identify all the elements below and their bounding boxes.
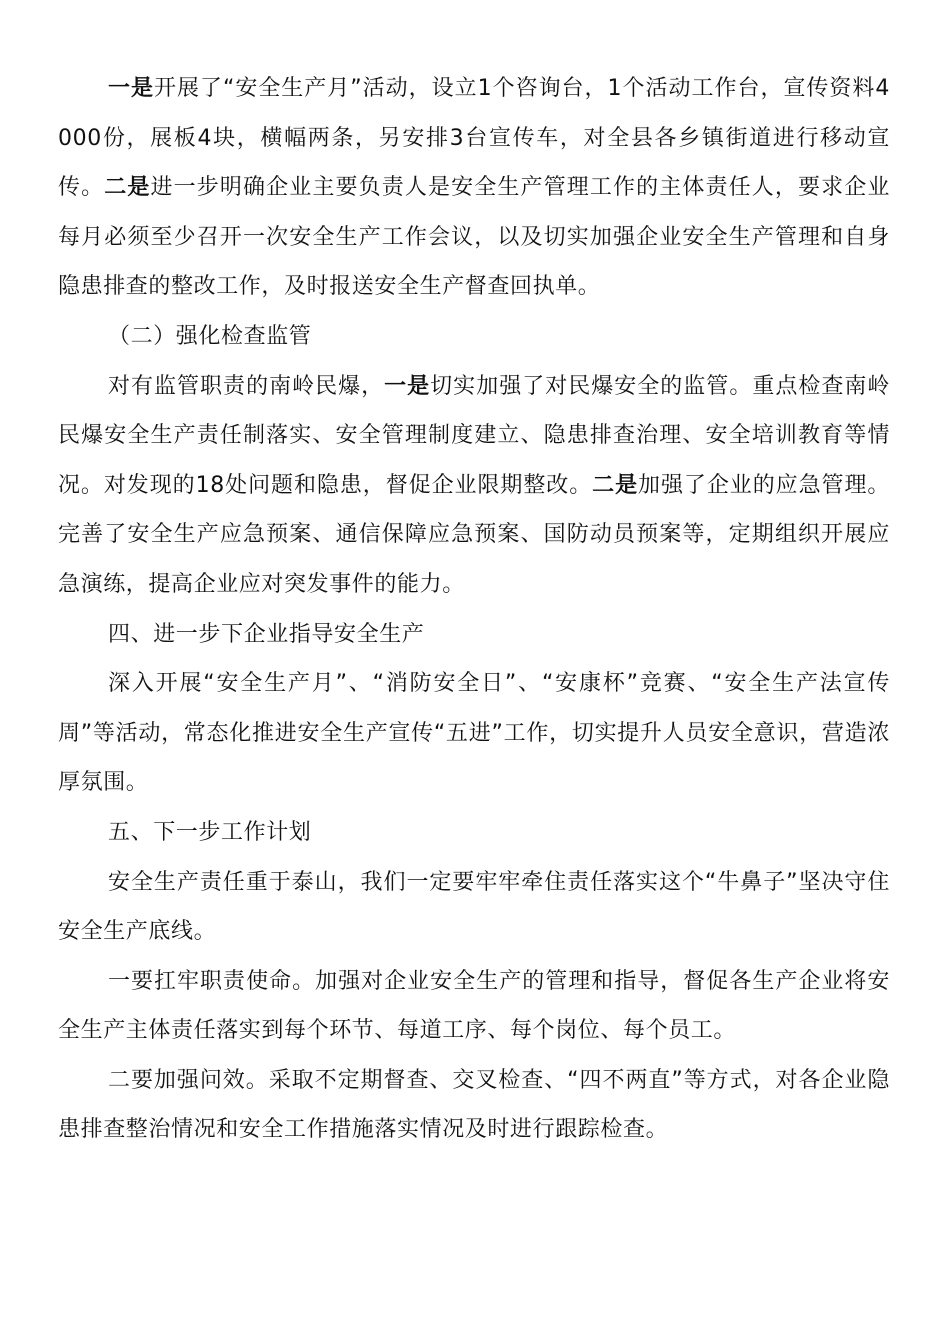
bold-marker-first: 一是 [384, 373, 431, 399]
paragraph-plan-item-1: 一要扛牢职责使命。加强对企业安全生产的管理和指导，督促各生产企业将安全生产主体责任落实到每个环节、每道工序、每个岗位、每个员工。 [58, 968, 890, 1044]
paragraph-inspection [58, 362, 890, 610]
sentence-text: 进一步明确企业主要负责人是安全生产管理工作的主体责任人，要求企业每月必须至少召开一次安全生产工作会议，以及切实加强企业安全生产管理和自身隐患排查的整改工作，及时报送安全生产督查回执单。 [58, 175, 891, 300]
paragraph-guidance: 深入开展“安全生产月”、“消防安全日”、“安康杯”竞赛、“安全生产法宣传周”等活动，常态化推进安全生产宣传“五进”工作，切实提升人员安全意识，营造浓厚氛围。 [58, 671, 890, 796]
bold-marker-first: 一是 [108, 76, 154, 101]
paragraph-plan-item-2: 二要加强问效。采取不定期督查、交叉检查、“四不两直”等方式，对各企业隐患排查整治情况和安全工作措施落实情况及时进行跟踪检查。 [58, 1067, 890, 1143]
paragraph-plan-intro: 安全生产责任重于泰山，我们一定要牢牢牵住责任落实这个“牛鼻子”坚决守住安全生产底线。 [58, 869, 890, 945]
sentence-text: 对有监管职责的南岭民爆， [108, 373, 385, 399]
sentence-text: 开展了“安全生产月”活动，设立1个咨询台，1个活动工作台，宣传资料4000份，展板4块，横幅两条，另安排3台宣传车，对全县各乡镇街道进行移动宣传。 [58, 76, 890, 201]
document-body [58, 64, 890, 1155]
sentence-text: 切实加强了对民爆安全的监管。重点检查南岭民爆安全生产责任制落实、安全管理制度建立、隐患排查治理、安全培训教育等情况。对发现的18处问题和隐患，督促企业限期整改。 [58, 373, 890, 498]
sentence-text: 加强了企业的应急管理。完善了安全生产应急预案、通信保障应急预案、国防动员预案等，定期组织开展应急演练，提高企业应对突发事件的能力。 [58, 472, 890, 597]
section-heading-inspection: （二）强化检查监管 [108, 323, 312, 349]
section-heading-plan: 五、下一步工作计划 [108, 819, 312, 845]
paragraph-publicity [58, 64, 890, 312]
bold-marker-second: 二是 [592, 472, 639, 498]
bold-marker-second: 二是 [104, 175, 151, 201]
section-heading-guidance: 四、进一步下企业指导安全生产 [108, 621, 425, 647]
